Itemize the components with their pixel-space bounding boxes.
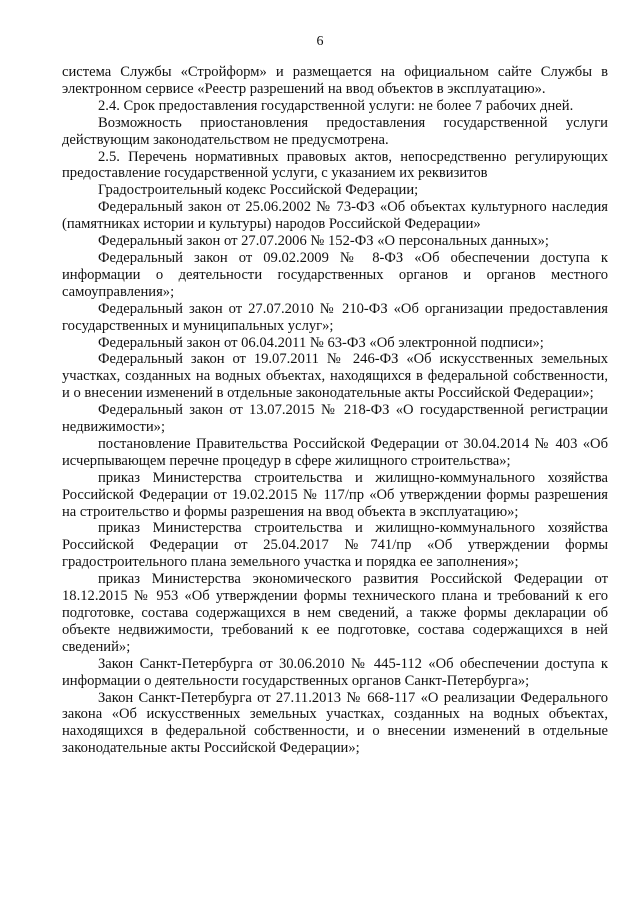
legal-act-item: постановление Правительства Российской Федерации от 30.04.2014 № 403 «Об исчерпывающем перечне процедур в сфере жилищного строительства»;	[62, 435, 608, 469]
legal-act-item: Федеральный закон от 25.06.2002 № 73-ФЗ «Об объектах культурного наследия (памятниках истории и культуры) народов Российской Федерации»	[62, 199, 608, 233]
legal-act-item: приказ Министерства строительства и жилищно-коммунального хозяйства Российской Федерации от 19.02.2015 № 117/пр «Об утверждении формы разрешения на строительство и формы разрешения на ввод объекта в эксплуатацию»;	[62, 469, 608, 520]
legal-act-item: Градостроительный кодекс Российской Федерации;	[98, 182, 419, 199]
legal-act-item: Закон Санкт-Петербурга от 27.11.2013 № 668-117 «О реализации Федерального закона «Об искусственных земельных участках, созданных на водных объектах, находящихся в федеральной собственности, и о внесении изменений в отдельные законодательные акты Российской Федерации»;	[62, 689, 608, 757]
legal-act-item: Федеральный закон от 09.02.2009 № 8-ФЗ «Об обеспечении доступа к информации о деятельности государственных органов и органов местного самоуправления»;	[62, 249, 608, 300]
paragraph-service-term: 2.4. Срок предоставления государственной услуги: не более 7 рабочих дней.	[98, 97, 574, 114]
document-body	[62, 64, 608, 757]
paragraph-suspension: Возможность приостановления предоставления государственной услуги действующим законодательством не предусмотрена.	[62, 114, 608, 148]
legal-act-item: Федеральный закон от 19.07.2011 № 246-ФЗ «Об искусственных земельных участках, созданных на водных объектах, находящихся в федеральной собственности, и о внесении изменений в отдельные законодательные акты Российской Федерации»;	[62, 351, 608, 402]
page-number: 6	[316, 34, 324, 49]
legal-act-item: Федеральный закон от 06.04.2011 № 63-ФЗ «Об электронной подписи»;	[98, 334, 544, 351]
paragraph-continuation: система Службы «Стройформ» и размещается на официальном сайте Службы в электронном сервисе «Реестр разрешений на ввод объектов в эксплуатацию».	[62, 64, 608, 97]
legal-act-item: приказ Министерства строительства и жилищно-коммунального хозяйства Российской Федерации от 25.04.2017 №741/пр «Об утверждении формы градостроительного плана земельного участка и порядка ее заполнения»;	[62, 520, 608, 571]
legal-act-item: приказ Министерства экономического развития Российской Федерации от 18.12.2015 № 953 «Об утверждении формы технического плана и требований к его подготовке, состава содержащихся в нем сведений, а также формы декларации об объекте недвижимости, требований к ее подготовке, состава содержащихся в ней сведений»;	[62, 571, 608, 655]
legal-act-item: Федеральный закон от 27.07.2006 № 152-ФЗ «О персональных данных»;	[98, 233, 549, 250]
legal-act-item: Федеральный закон от 13.07.2015 № 218-ФЗ «О государственной регистрации недвижимости»;	[62, 402, 608, 436]
legal-act-item: Закон Санкт-Петербурга от 30.06.2010 № 445-112 «Об обеспечении доступа к информации о деятельности государственных органов Санкт-Петербурга»;	[62, 655, 608, 689]
legal-act-item: Федеральный закон от 27.07.2010 № 210-ФЗ «Об организации предоставления государственных и муниципальных услуг»;	[62, 300, 608, 334]
paragraph-legal-acts-heading: 2.5. Перечень нормативных правовых актов, непосредственно регулирующих предоставление государственной услуги, с указанием их реквизитов	[62, 148, 608, 182]
